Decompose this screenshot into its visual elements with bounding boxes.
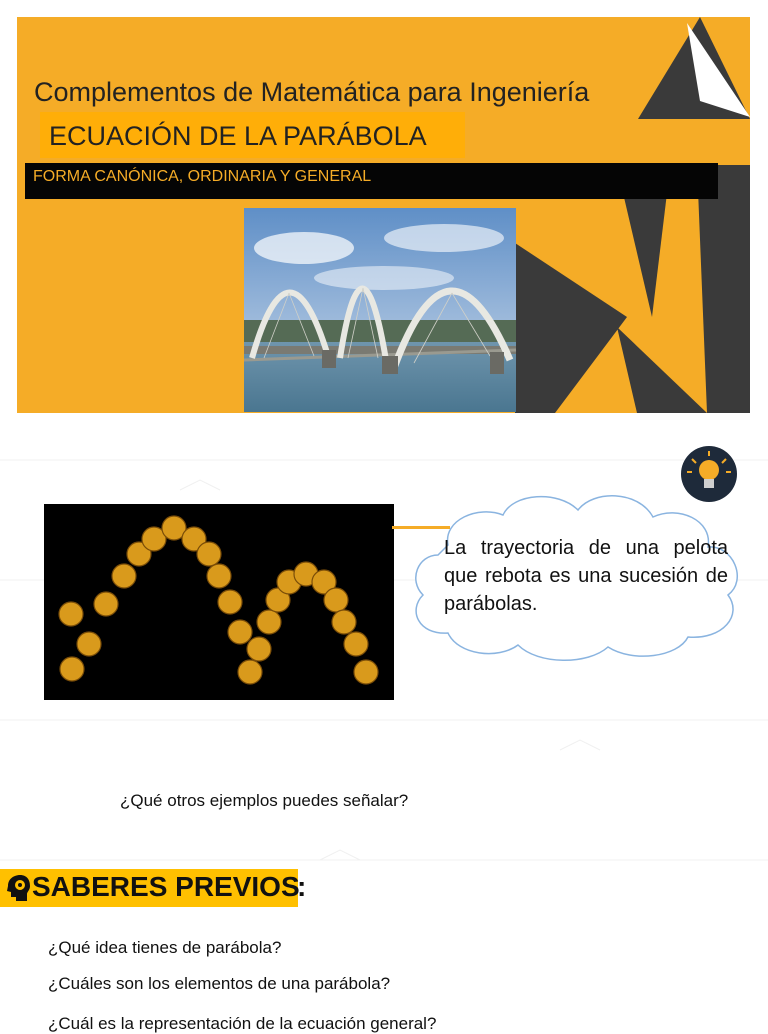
bridge-photo [244, 208, 516, 412]
course-title: Complementos de Matemática para Ingeniería [34, 77, 590, 107]
topic-title: ECUACIÓN DE LA PARÁBOLA [49, 121, 427, 151]
saberes-colon: : [297, 871, 307, 902]
cover-slide [17, 17, 750, 413]
prior-question-1: ¿Qué idea tienes de parábola? [48, 938, 282, 957]
prior-question-2: ¿Cuáles son los elementos de una parábola? [48, 974, 391, 993]
bouncing-ball-image [44, 504, 394, 700]
prior-question-3-cut [48, 1014, 608, 1033]
subtitle-text: FORMA CANÓNICA, ORDINARIA Y GENERAL [33, 168, 372, 185]
prior-question-3-text: ¿Cuál es la representación de la ecuación general? [48, 1014, 437, 1033]
head-brain-icon [5, 874, 31, 902]
examples-question: ¿Qué otros ejemplos puedes señalar? [120, 791, 409, 810]
saberes-heading: SABERES PREVIOS [32, 871, 300, 902]
cloud-text: La trayectoria de una pelota que rebota es una sucesión de parábolas. [444, 537, 728, 615]
